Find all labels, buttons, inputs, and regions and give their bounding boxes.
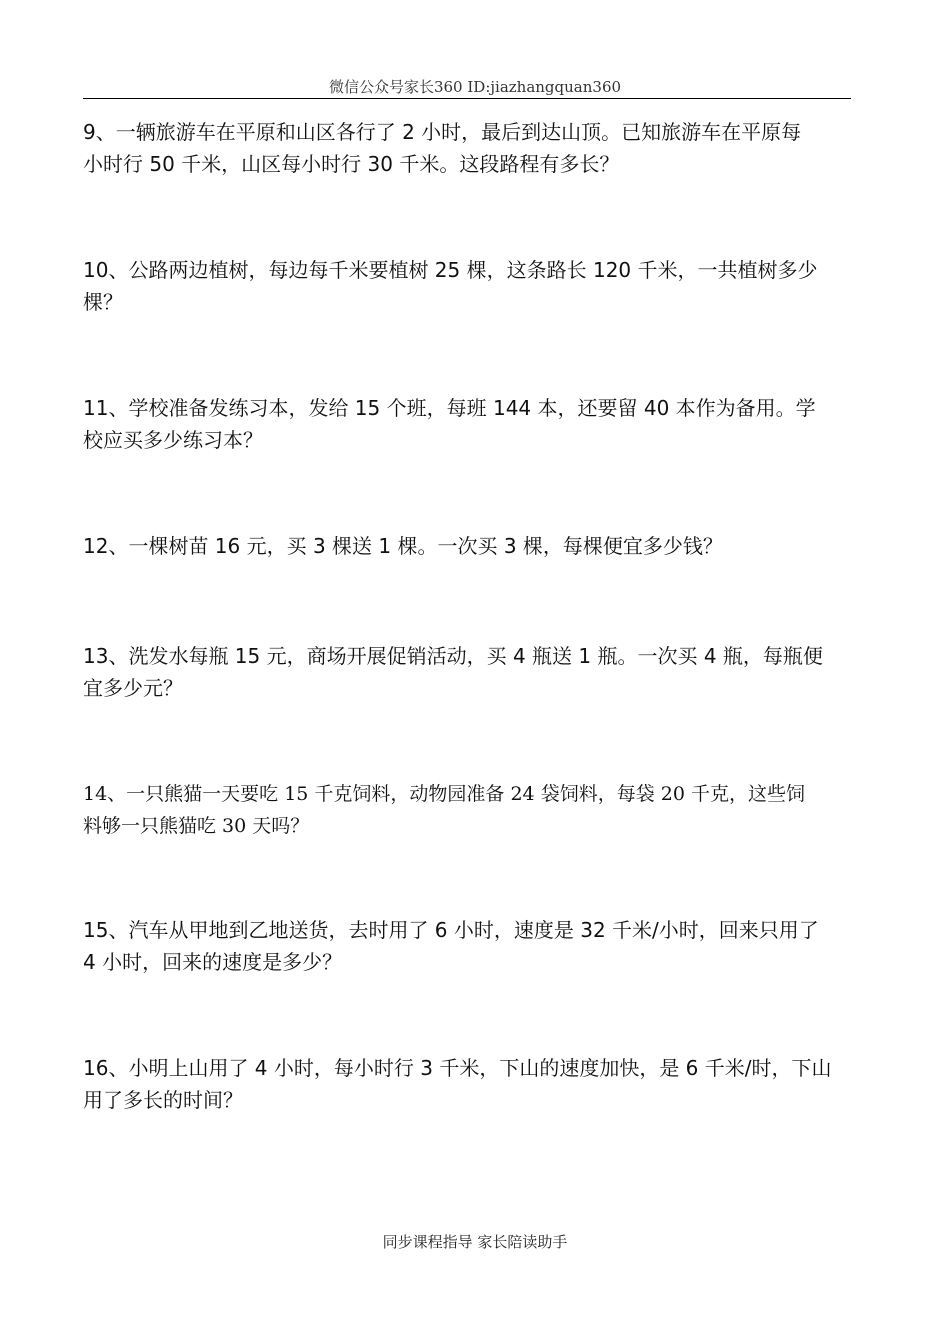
question-9: [83, 116, 853, 180]
question-line: 15、汽车从甲地到乙地送货，去时用了 6 小时，速度是 32 千米/小时，回来只用了: [83, 918, 819, 942]
page-footer: 同步课程指导 家长陪读助手: [382, 1233, 568, 1251]
question-line: 用了多长的时间？: [83, 1088, 243, 1112]
question-line: 10、公路两边植树，每边每千米要植树 25 棵，这条路长 120 千米，一共植树多少: [83, 258, 818, 282]
question-line: 料够一只熊猫吃 30 天吗？: [83, 815, 310, 837]
question-line: 16、小明上山用了 4 小时，每小时行 3 千米，下山的速度加快，是 6 千米/时，下山: [83, 1056, 832, 1080]
question-15: [83, 914, 853, 978]
question-line: 11、学校准备发练习本，发给 15 个班，每班 144 本，还要留 40 本作为备用。学: [83, 396, 816, 420]
header-rule: [83, 98, 851, 99]
question-12: [83, 530, 853, 562]
question-line: 棵？: [83, 290, 123, 314]
question-line: 4 小时，回来的速度是多少？: [83, 950, 343, 974]
question-11: [83, 392, 853, 456]
question-line: 14、一只熊猫一天要吃 15 千克饲料，动物园准备 24 袋饲料，每袋 20 千克，这些饲: [83, 783, 805, 805]
question-line: 12、一棵树苗 16 元，买 3 棵送 1 棵。一次买 3 棵，每棵便宜多少钱？: [83, 534, 723, 558]
question-14: [83, 778, 853, 842]
question-16: [83, 1052, 853, 1116]
question-13: [83, 640, 853, 704]
question-line: 校应买多少练习本？: [83, 428, 263, 452]
question-10: [83, 254, 853, 318]
question-line: 宜多少元？: [83, 676, 183, 700]
question-line: 13、洗发水每瓶 15 元，商场开展促销活动，买 4 瓶送 1 瓶。一次买 4 瓶，每瓶便: [83, 644, 823, 668]
page-header: 微信公众号家长360 ID:jiazhangquan360: [328, 78, 622, 96]
question-line: 9、一辆旅游车在平原和山区各行了 2 小时，最后到达山顶。已知旅游车在平原每: [83, 120, 802, 144]
question-line: 小时行 50 千米，山区每小时行 30 千米。这段路程有多长？: [83, 152, 620, 176]
